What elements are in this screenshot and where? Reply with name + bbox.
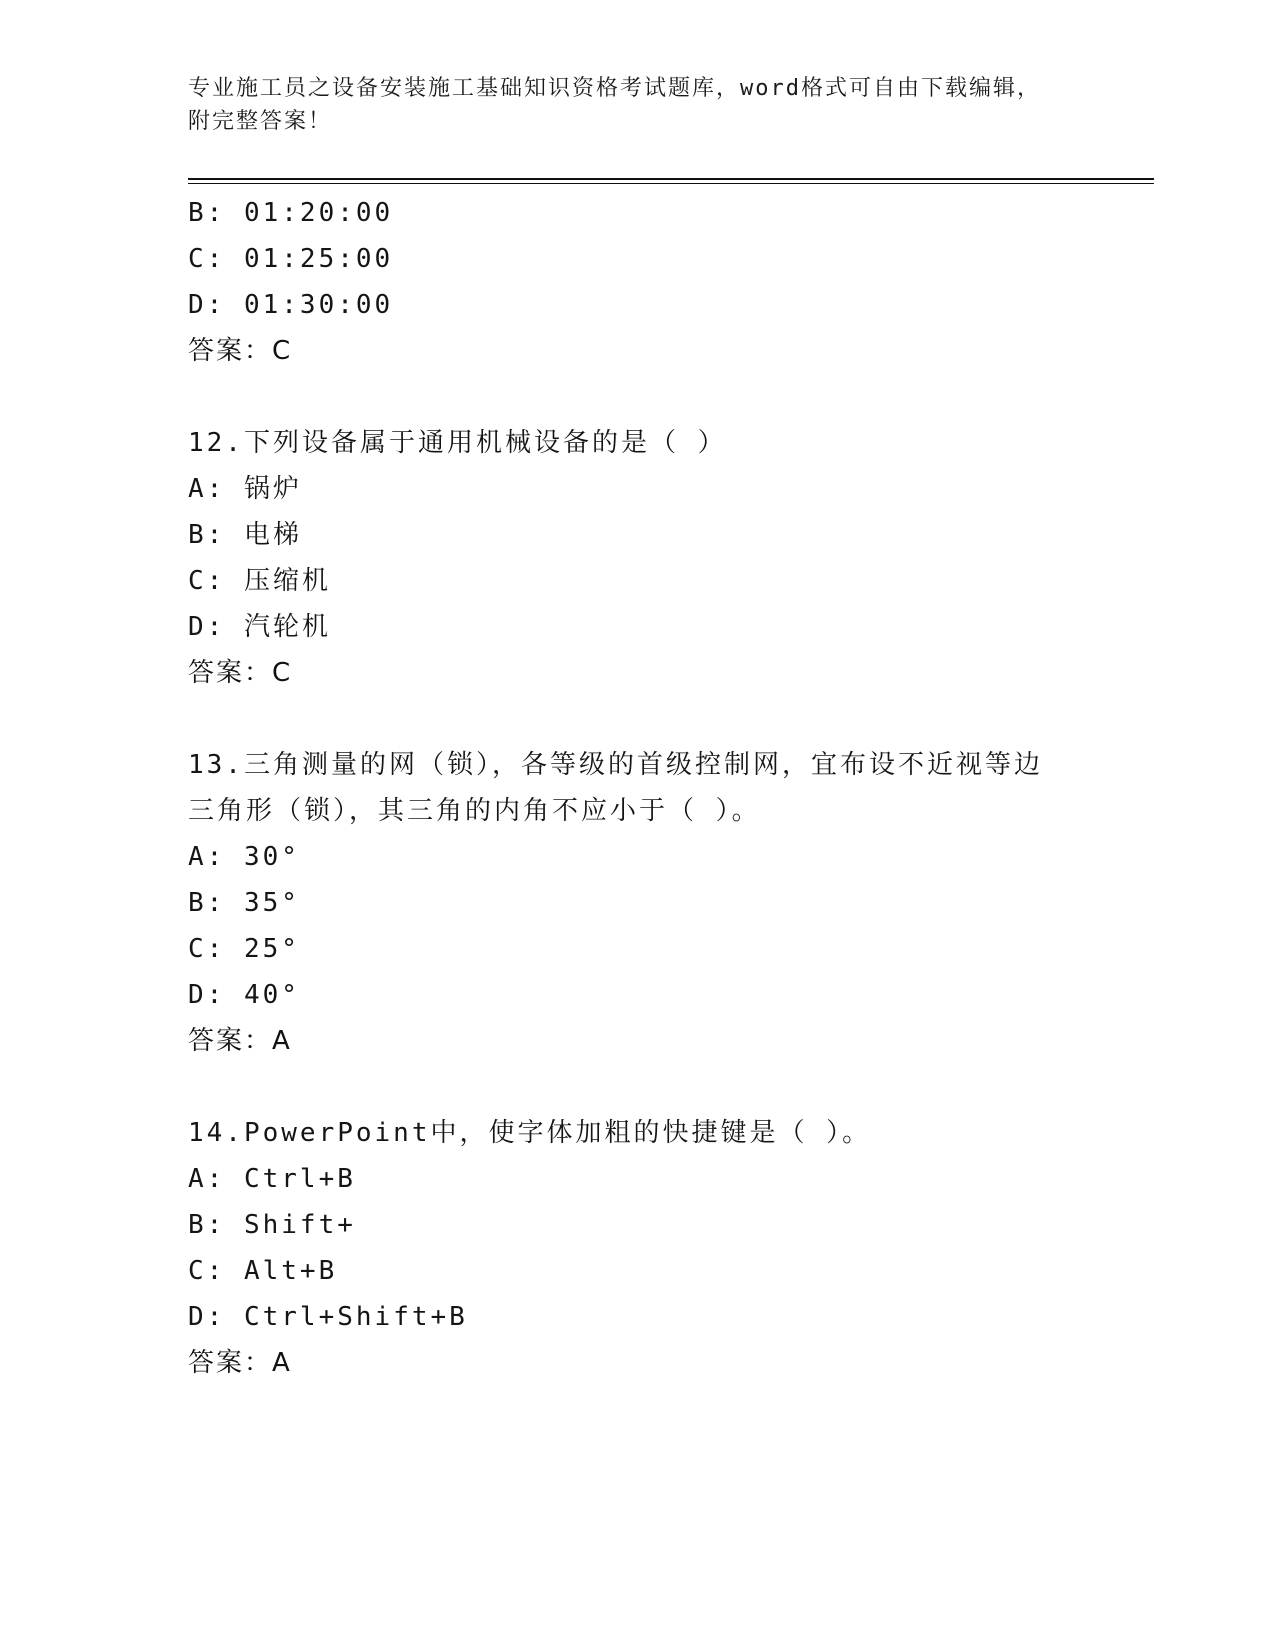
answer-line: 答案：C	[188, 336, 293, 366]
question-11-continuation	[188, 190, 1088, 374]
question-14	[188, 1110, 1088, 1386]
option-label: A	[188, 1164, 207, 1194]
option-label: B	[188, 888, 207, 918]
option-d	[188, 1294, 1088, 1340]
option-separator: :	[206, 566, 226, 596]
option-separator: :	[206, 244, 226, 274]
option-text: Ctrl+B	[243, 1164, 356, 1194]
option-separator: :	[206, 1164, 226, 1194]
question-stem: 12.下列设备属于通用机械设备的是（ ）	[188, 428, 727, 458]
option-b	[188, 880, 1088, 926]
option-separator: :	[206, 290, 226, 320]
option-text: 40°	[243, 980, 300, 1010]
spacer	[188, 1064, 1088, 1110]
option-text: 压缩机	[243, 566, 331, 596]
option-label: D	[188, 1302, 207, 1332]
option-separator: :	[206, 1256, 226, 1286]
option-separator: :	[206, 980, 226, 1010]
option-separator: :	[206, 1302, 226, 1332]
option-c	[188, 1248, 1088, 1294]
option-text: Shift+	[243, 1210, 356, 1240]
option-text: 锅炉	[243, 474, 302, 504]
option-text: 35°	[243, 888, 300, 918]
option-label: B	[188, 1210, 207, 1240]
option-b	[188, 1202, 1088, 1248]
option-c	[188, 926, 1088, 972]
question-13	[188, 742, 1088, 1064]
option-separator: :	[206, 934, 226, 964]
option-label: C	[188, 934, 207, 964]
option-separator: :	[206, 520, 226, 550]
option-separator: :	[206, 612, 226, 642]
option-separator: :	[206, 1210, 226, 1240]
option-label: C	[188, 1256, 207, 1286]
header-rule-thin	[188, 183, 1154, 184]
option-label: A	[188, 842, 207, 872]
option-text: Ctrl+Shift+B	[243, 1302, 468, 1332]
option-a	[188, 834, 1088, 880]
option-label: B	[188, 520, 207, 550]
option-text: 01:25:00	[243, 244, 394, 274]
option-text: 电梯	[243, 520, 302, 550]
option-a	[188, 466, 1088, 512]
option-d	[188, 972, 1088, 1018]
option-text: Alt+B	[243, 1256, 338, 1286]
header-title-line-2: 附完整答案！	[188, 109, 333, 134]
option-d	[188, 604, 1088, 650]
option-text: 01:30:00	[243, 290, 394, 320]
option-b	[188, 190, 1088, 236]
option-label: D	[188, 612, 207, 642]
option-separator: :	[206, 474, 226, 504]
question-stem: 14.PowerPoint中，使字体加粗的快捷键是（ ）。	[188, 1118, 872, 1148]
spacer	[188, 696, 1088, 742]
option-separator: :	[206, 198, 226, 228]
option-d	[188, 282, 1088, 328]
option-text: 30°	[243, 842, 300, 872]
option-b	[188, 512, 1088, 558]
option-label: D	[188, 980, 207, 1010]
option-label: D	[188, 290, 207, 320]
answer-line: 答案：A	[188, 1348, 292, 1378]
option-c	[188, 236, 1088, 282]
option-label: B	[188, 198, 207, 228]
option-text: 25°	[243, 934, 300, 964]
option-c	[188, 558, 1088, 604]
option-text: 汽轮机	[243, 612, 331, 642]
option-label: A	[188, 474, 207, 504]
option-label: C	[188, 566, 207, 596]
option-a	[188, 1156, 1088, 1202]
question-stem: 13.三角测量的网（锁），各等级的首级控制网，宜布设不近视等边三角形（锁），其三角的内角不应小于（ ）。	[188, 750, 1043, 826]
option-separator: :	[206, 842, 226, 872]
document-header	[188, 72, 1068, 138]
header-title-line-1: 专业施工员之设备安装施工基础知识资格考试题库，word格式可自由下载编辑，	[188, 76, 1041, 101]
option-separator: :	[206, 888, 226, 918]
question-list	[188, 190, 1088, 1386]
option-label: C	[188, 244, 207, 274]
spacer	[188, 374, 1088, 420]
answer-line: 答案：A	[188, 1026, 292, 1056]
answer-line: 答案：C	[188, 658, 293, 688]
option-text: 01:20:00	[243, 198, 394, 228]
header-rule-thick	[188, 178, 1154, 180]
question-12	[188, 420, 1088, 696]
